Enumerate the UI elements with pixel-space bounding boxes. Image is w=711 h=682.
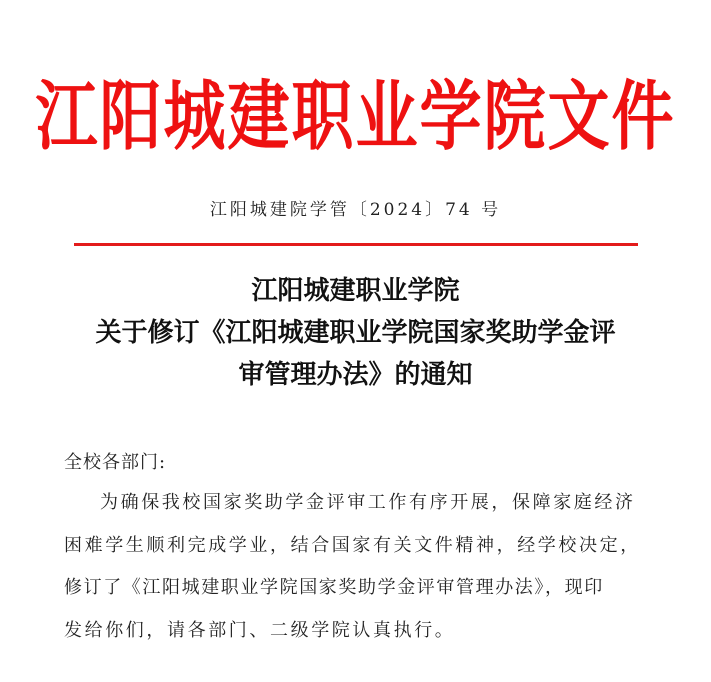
title-line-2: 关于修订《江阳城建职业学院国家奖助学金评	[95, 318, 616, 348]
red-divider-line	[74, 243, 638, 246]
title-line-3: 审管理办法》的通知	[238, 360, 473, 390]
body-paragraph-line-2: 困难学生顺利完成学业，结合国家有关文件精神，经学校决定，	[64, 535, 641, 556]
title-line-1: 江阳城建职业学院	[251, 276, 460, 306]
salutation: 全校各部门:	[64, 452, 167, 473]
notice-title	[0, 270, 711, 396]
body-paragraph-line-4: 发给你们，请各部门、二级学院认真执行。	[64, 620, 456, 641]
body-paragraph-line-1: 为确保我校国家奖助学金评审工作有序开展，保障家庭经济	[100, 492, 636, 513]
body-paragraph-line-3: 修订了《江阳城建职业学院国家奖助学金评审管理办法》，现印	[64, 577, 604, 598]
masthead-title: 江阳城建职业学院文件	[35, 71, 676, 161]
document-number: 江阳城建院学管〔2024〕74 号	[209, 200, 502, 220]
